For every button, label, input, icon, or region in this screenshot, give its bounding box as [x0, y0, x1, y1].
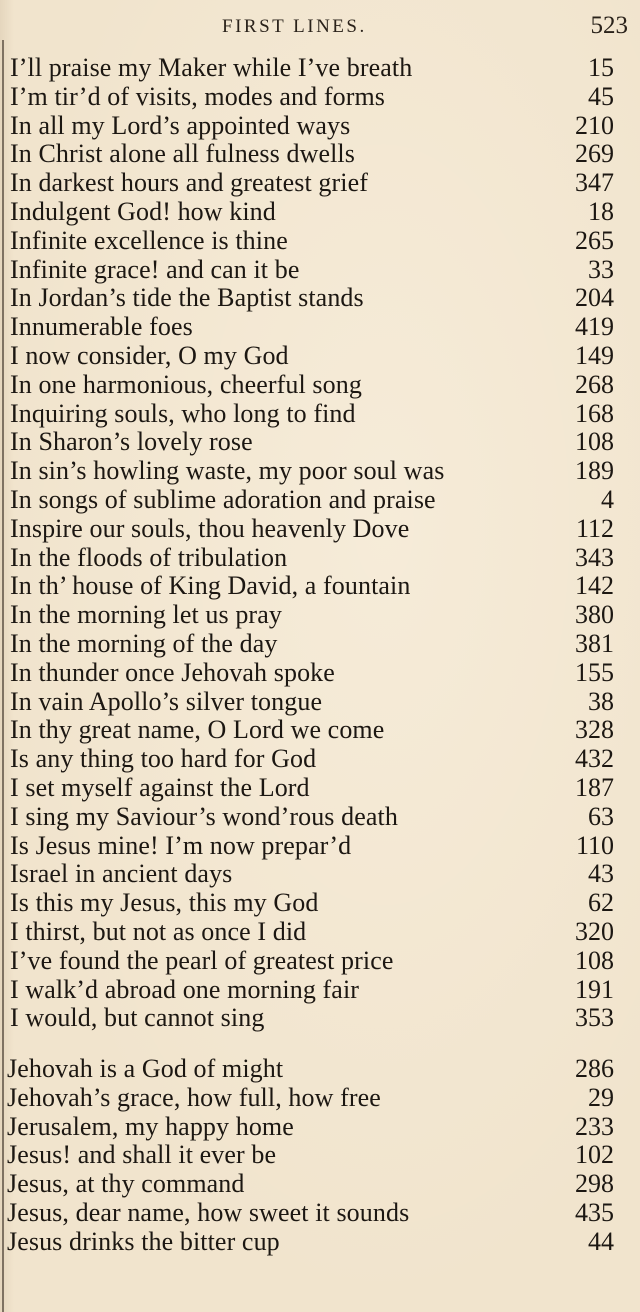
first-line-text: In Christ alone all fulness dwells [10, 139, 355, 169]
index-entry [0, 774, 640, 803]
index-entry [0, 572, 640, 601]
index-entry [0, 860, 640, 889]
index-entry [0, 486, 640, 515]
first-line-text: Jesus! and shall it ever be [7, 1140, 277, 1170]
first-line-text: Jehovah’s grace, how full, how free [7, 1082, 381, 1112]
index-entry [0, 1004, 640, 1033]
first-line-text: I thirst, but not as once I did [10, 916, 307, 946]
first-line-text: In th’ house of King David, a fountain [10, 571, 411, 601]
index-entry [0, 313, 640, 342]
first-lines-list-j [0, 1055, 640, 1257]
index-entry [0, 889, 640, 918]
index-entry [0, 256, 640, 285]
hymn-number: 155 [575, 657, 614, 687]
hymn-number: 18 [588, 196, 614, 226]
index-entry [0, 371, 640, 400]
first-line-text: I now consider, O my God [10, 340, 289, 370]
hymn-number: 432 [575, 744, 614, 774]
page-number: 523 [590, 12, 628, 39]
first-line-text: Jesus, dear name, how sweet it sounds [7, 1197, 410, 1227]
first-line-text: In sin’s howling waste, my poor soul was [10, 456, 445, 486]
hymn-number: 15 [588, 53, 614, 82]
hymn-number: 268 [575, 369, 614, 399]
hymn-number: 149 [575, 340, 614, 370]
first-line-text: In thy great name, O Lord we come [10, 715, 385, 745]
hymn-number: 108 [575, 427, 614, 457]
hymn-number: 210 [575, 110, 614, 140]
index-entry [0, 1084, 640, 1113]
first-line-text: Jesus drinks the bitter cup [7, 1226, 280, 1256]
hymn-number: 110 [575, 830, 614, 860]
hymn-number: 265 [575, 225, 614, 255]
index-entry [0, 1141, 640, 1170]
index-entry [0, 227, 640, 256]
hymn-number: 62 [588, 888, 614, 918]
first-line-text: Israel in ancient days [10, 859, 233, 889]
first-line-text: In the morning let us pray [10, 600, 282, 630]
first-line-text: I’ve found the pearl of greatest price [10, 945, 394, 975]
first-line-text: Infinite grace! and can it be [10, 254, 300, 284]
hymn-number: 189 [575, 456, 614, 486]
hymn-number: 33 [588, 254, 614, 284]
first-line-text: Inquiring souls, who long to find [10, 398, 356, 428]
hymn-number: 142 [575, 571, 614, 601]
hymn-number: 204 [575, 283, 614, 313]
index-entry [0, 544, 640, 573]
page-header [0, 10, 640, 44]
running-head-title: FIRST LINES. [222, 16, 367, 37]
index-entry [0, 832, 640, 861]
first-lines-list-i [0, 54, 640, 1033]
first-line-text: In vain Apollo’s silver tongue [10, 686, 323, 716]
hymn-number: 353 [575, 1003, 614, 1033]
hymn-number: 320 [575, 916, 614, 946]
hymn-number: 43 [588, 859, 614, 889]
index-entry [0, 400, 640, 429]
index-entry [0, 803, 640, 832]
index-entry [0, 342, 640, 371]
index-entry [0, 1199, 640, 1228]
index-entry [0, 1170, 640, 1199]
first-line-text: In the floods of tribulation [10, 542, 288, 572]
hymn-number: 38 [588, 686, 614, 716]
hymn-number: 108 [575, 945, 614, 975]
first-line-text: In darkest hours and greatest grief [10, 168, 368, 198]
hymn-number: 419 [575, 312, 614, 342]
first-line-text: In Jordan’s tide the Baptist stands [10, 283, 364, 313]
hymn-number: 380 [575, 600, 614, 630]
index-entry [0, 428, 640, 457]
hymn-number: 286 [575, 1054, 614, 1083]
index-entry [0, 918, 640, 947]
index-entry [0, 284, 640, 313]
first-line-text: In thunder once Jehovah spoke [10, 657, 335, 687]
first-line-text: Infinite excellence is thine [10, 225, 288, 255]
index-entry [0, 976, 640, 1005]
first-line-text: Inspire our souls, thou heavenly Dove [10, 513, 410, 543]
index-entry [0, 112, 640, 141]
index-entry [0, 745, 640, 774]
index-entry [0, 169, 640, 198]
hymn-number: 29 [588, 1082, 614, 1112]
index-entry [0, 1228, 640, 1257]
first-line-text: Is any thing too hard for God [10, 744, 317, 774]
first-line-text: Jesus, at thy command [7, 1169, 245, 1199]
first-line-text: I would, but cannot sing [10, 1003, 265, 1033]
first-line-text: Is this my Jesus, this my God [10, 888, 319, 918]
hymn-number: 112 [575, 513, 614, 543]
hymn-number: 63 [588, 801, 614, 831]
hymn-number: 269 [575, 139, 614, 169]
index-entry [0, 716, 640, 745]
first-line-text: In all my Lord’s appointed ways [10, 110, 351, 140]
first-line-text: Jerusalem, my happy home [7, 1111, 294, 1141]
first-line-text: Jehovah is a God of might [7, 1054, 284, 1083]
hymn-number: 328 [575, 715, 614, 745]
index-entry [0, 688, 640, 717]
index-entry [0, 83, 640, 112]
index-entry [0, 601, 640, 630]
index-entry [0, 659, 640, 688]
hymn-number: 45 [588, 81, 614, 111]
first-line-text: In one harmonious, cheerful song [10, 369, 362, 399]
hymn-number: 298 [575, 1169, 614, 1199]
hymn-number: 191 [575, 974, 614, 1004]
hymn-number: 233 [575, 1111, 614, 1141]
hymn-number: 187 [575, 772, 614, 802]
first-line-text: I’m tir’d of visits, modes and forms [10, 81, 386, 111]
first-line-text: I’ll praise my Maker while I’ve breath [10, 53, 413, 82]
first-line-text: In Sharon’s lovely rose [10, 427, 253, 457]
index-entry [0, 140, 640, 169]
hymn-number: 343 [575, 542, 614, 572]
hymn-number: 347 [575, 168, 614, 198]
first-line-text: I sing my Saviour’s wond’rous death [10, 801, 398, 831]
index-entry [0, 198, 640, 227]
index-entry [0, 515, 640, 544]
first-line-text: Innumerable foes [10, 312, 193, 342]
first-line-text: I walk’d abroad one morning fair [10, 974, 360, 1004]
first-line-text: Indulgent God! how kind [10, 196, 276, 226]
hymn-number: 168 [575, 398, 614, 428]
hymn-number: 102 [575, 1140, 614, 1170]
index-entry [0, 1113, 640, 1142]
first-line-text: Is Jesus mine! I’m now prepar’d [10, 830, 352, 860]
index-entry [0, 1055, 640, 1084]
first-line-text: I set myself against the Lord [10, 772, 310, 802]
hymn-number: 435 [575, 1197, 614, 1227]
index-entry [0, 54, 640, 83]
hymn-number: 381 [575, 628, 614, 658]
first-line-text: In the morning of the day [10, 628, 278, 658]
index-entry [0, 457, 640, 486]
index-entry [0, 630, 640, 659]
hymn-number: 4 [601, 484, 614, 514]
first-line-text: In songs of sublime adoration and praise [10, 484, 436, 514]
index-entry [0, 947, 640, 976]
hymn-number: 44 [588, 1226, 614, 1256]
